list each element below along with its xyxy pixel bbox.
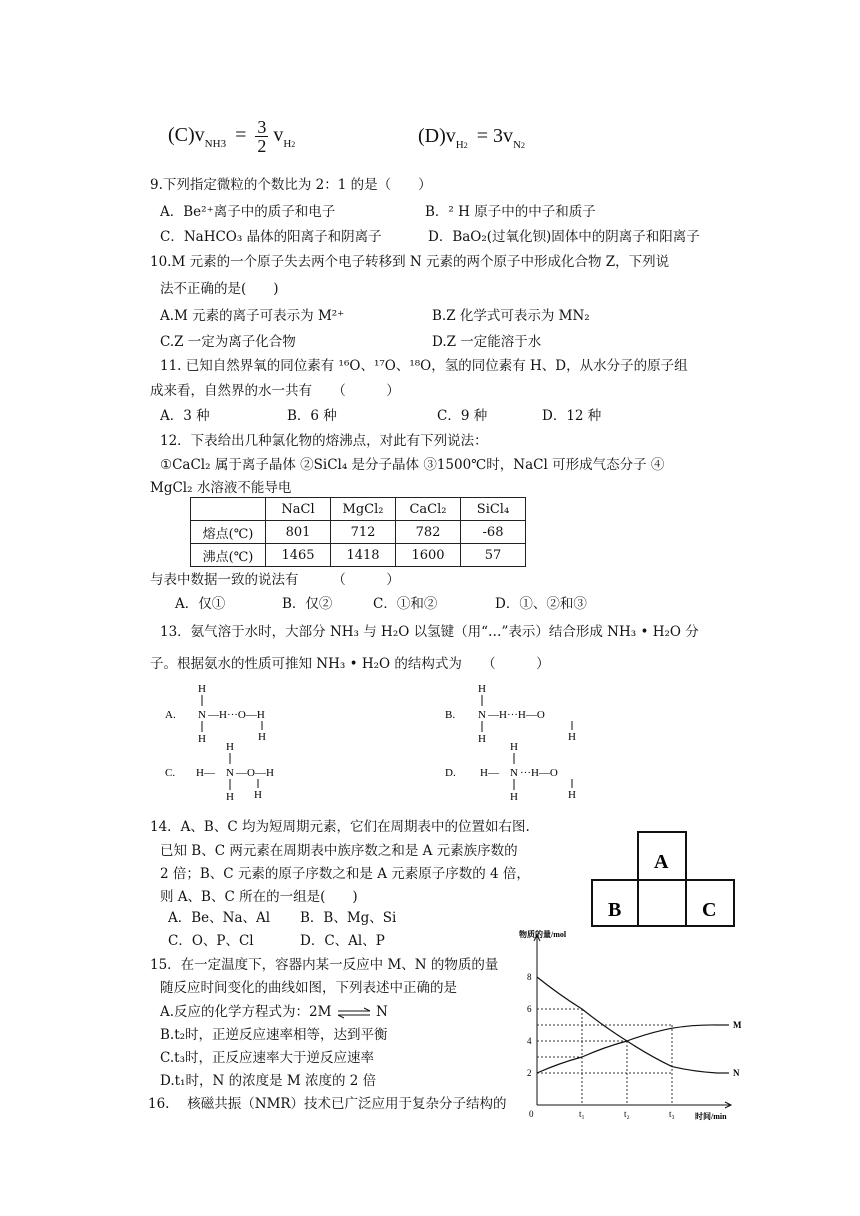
q12-statement-line1: ①CaCl₂ 属于离子晶体 ②SiCl₄ 是分子晶体 ③1500℃时，NaCl 可形成气态分子 ④ xyxy=(160,457,665,473)
q13-a-n: N xyxy=(198,709,206,721)
q11-option-a: A．3 种 xyxy=(160,408,210,424)
q15-option-c: C.t₃时，正反应速率大于逆反应速率 xyxy=(160,1050,374,1066)
q9-option-d: D．BaO₂(过氧化钡)固体中的阴离子和阳离子 xyxy=(428,229,700,245)
q15-option-b: B.t₂时，正逆反应速率相等，达到平衡 xyxy=(160,1027,388,1043)
q8-c-sub1: NH xyxy=(204,138,221,151)
q15-a-pre: A.反应的化学方程式为：2M xyxy=(160,1004,332,1020)
q10-option-b: B.Z 化学式可表示为 MN₂ xyxy=(432,308,590,324)
q13-c-bottom-h: H xyxy=(226,791,234,803)
y-tick-label: 4 xyxy=(527,1036,532,1046)
q13-structure-c xyxy=(165,741,274,803)
q11-option-c: C．9 种 xyxy=(437,408,488,424)
q13-c-chain: —O—H xyxy=(236,767,274,779)
q13-stem-line1: 13．氨气溶于水时，大部分 NH₃ 与 H₂O 以氢键（用“…”表示）结合形成 NH₃ • H₂O 分 xyxy=(160,624,699,640)
q13-a-chain: —H···O—H xyxy=(208,709,265,721)
q13-a-top-h: H xyxy=(198,683,206,695)
cell-a-label: A xyxy=(654,851,669,873)
table-header-cell: NaCl xyxy=(266,498,331,521)
q9-stem: 9.下列指定微粒的个数比为 2：1 的是（ ） xyxy=(150,177,432,193)
q8-d-eq: = 3v xyxy=(476,125,513,147)
q13-d-top-h: H xyxy=(510,741,518,753)
table-header-cell: CaCl₂ xyxy=(396,498,461,521)
q13-d-o-h: H xyxy=(568,789,576,801)
q13-label-c: C. xyxy=(165,767,176,779)
q13-b-o-h: H xyxy=(568,731,576,743)
table-cell: 沸点(℃) xyxy=(191,544,266,567)
q12-option-c: C．①和② xyxy=(373,596,438,612)
q13-a-o-h: H xyxy=(258,731,266,743)
q10-stem-line2: 法不正确的是( ) xyxy=(160,281,279,297)
table-cell: 782 xyxy=(396,521,461,544)
q8-c-denominator: 2 xyxy=(257,136,267,156)
q14-stem-line1: 14．A、B、C 均为短周期元素，它们在周期表中的位置如右图. xyxy=(150,819,530,835)
q14-stem-line2: 已知 B、C 两元素在周期表中族序数之和是 A 元素族序数的 xyxy=(160,843,518,859)
q12-after-table: 与表中数据一致的说法有 （ ） xyxy=(150,572,400,588)
q13-d-bottom-h: H xyxy=(510,791,518,803)
q13-d-n: N xyxy=(510,767,518,779)
cell-middle xyxy=(638,880,686,926)
cell-c-label: C xyxy=(702,899,717,921)
q8-d-sub1: H xyxy=(455,139,464,151)
melting-boiling-table xyxy=(190,497,526,567)
q13-structure-b xyxy=(445,683,576,745)
q14-stem-line3: 2 倍；B、C 元素的原子序数之和是 A 元素原子序数的 4 倍， xyxy=(160,866,530,882)
y-tick-label: 6 xyxy=(527,1004,532,1014)
q9-option-c: C．NaHCO₃ 晶体的阳离子和阴离子 xyxy=(160,229,382,245)
table-cell: 57 xyxy=(461,544,526,567)
q13-label-a: A. xyxy=(165,709,176,721)
q15-stem-line2: 随反应时间变化的曲线如图，下列表述中正确的是 xyxy=(160,980,457,996)
table-row xyxy=(191,544,526,567)
y-tick-label: 8 xyxy=(527,972,532,982)
q8-c-sub2: H xyxy=(283,138,292,151)
q11-option-b: B．6 种 xyxy=(287,408,337,424)
q14-stem-line4: 则 A、B、C 所在的一组是( ) xyxy=(160,889,358,905)
q13-c-o-h: H xyxy=(254,789,262,801)
q11-stem-line1: 11. 已知自然界氧的同位素有 ¹⁶O、¹⁷O、¹⁸O，氢的同位素有 H、D，从水分子的原子组 xyxy=(160,358,688,374)
q12-option-a: A．仅① xyxy=(175,596,226,612)
q13-d-lead-h: H— xyxy=(480,767,499,779)
q8-c-numerator: 3 xyxy=(257,117,267,137)
y-tick-label: 2 xyxy=(527,1068,532,1078)
table-cell: -68 xyxy=(461,521,526,544)
q15-stem-line1: 15．在一定温度下，容器内某一反应中 M、N 的物质的量 xyxy=(150,957,499,973)
amount-vs-time-chart xyxy=(515,925,742,1125)
q10-option-a: A.M 元素的离子可表示为 M²⁺ xyxy=(160,308,345,324)
table-row xyxy=(191,521,526,544)
table-cell: 1418 xyxy=(331,544,396,567)
table-header-row xyxy=(191,498,526,521)
q8-c-v: v xyxy=(273,124,284,147)
q12-option-b: B．仅② xyxy=(282,596,333,612)
periodic-table-diagram xyxy=(590,830,740,930)
y-axis-label: 物质的量/mol xyxy=(519,930,567,939)
q13-stem-line2: 子。根据氨水的性质可推知 NH₃ • H₂O 的结构式为 （ ） xyxy=(150,656,550,672)
x-axis-label: 时间/min xyxy=(695,1112,727,1121)
q8-c-label: (C)v xyxy=(168,124,205,147)
q13-a-bottom-h: H xyxy=(198,733,206,745)
q13-c-top-h: H xyxy=(226,741,234,753)
q8-c-eq: = xyxy=(235,124,247,147)
q13-structure-a xyxy=(165,683,266,745)
q14-option-b: B．B、Mg、Si xyxy=(300,910,397,926)
q12-statement-line2: MgCl₂ 水溶液不能导电 xyxy=(150,480,292,496)
q12-stem: 12．下表给出几种氯化物的熔沸点，对此有下列说法： xyxy=(160,433,488,449)
q14-option-a: A．Be、Na、Al xyxy=(168,910,271,926)
q15-option-a xyxy=(160,1004,388,1020)
q8-d-label: (D)v xyxy=(418,125,456,147)
series-label-N: N xyxy=(733,1068,740,1078)
q8-d-sub2b: 2 xyxy=(520,141,525,150)
table-cell: 801 xyxy=(266,521,331,544)
q13-b-chain: —H···H—O xyxy=(488,709,545,721)
q8-c-sub2b: 2 xyxy=(291,140,296,150)
x-tick-label: t₁ xyxy=(579,1109,585,1119)
series-label-M: M xyxy=(733,1020,742,1030)
x-tick-label: 0 xyxy=(529,1109,534,1119)
q8-option-c xyxy=(168,118,295,155)
table-header-cell: MgCl₂ xyxy=(331,498,396,521)
table-header-cell xyxy=(191,498,266,521)
q9-option-b: B．² H 原子中的中子和质子 xyxy=(425,204,596,220)
q13-d-chain: ···H—O xyxy=(520,767,558,779)
q12-option-d: D．①、②和③ xyxy=(495,596,587,612)
q13-b-top-h: H xyxy=(478,683,486,695)
x-tick-label: t₃ xyxy=(669,1109,675,1119)
table-cell: 712 xyxy=(331,521,396,544)
cell-b-label: B xyxy=(608,899,622,921)
q8-c-sub1b: 3 xyxy=(220,138,227,151)
q14-option-d: D．C、Al、P xyxy=(300,933,385,949)
q16-stem: 16. 核磁共振（NMR）技术已广泛应用于复杂分子结构的 xyxy=(148,1096,507,1112)
q15-a-post: N xyxy=(376,1004,388,1020)
q13-label-b: B. xyxy=(445,709,456,721)
x-tick-label: t₂ xyxy=(624,1109,630,1119)
q13-structure-d xyxy=(445,741,576,803)
q13-c-n: N xyxy=(226,767,234,779)
q13-b-bottom-h: H xyxy=(478,733,486,745)
q15-option-d: D.t₁时，N 的浓度是 M 浓度的 2 倍 xyxy=(160,1073,377,1089)
q10-option-d: D.Z 一定能溶于水 xyxy=(432,334,542,350)
table-cell: 熔点(℃) xyxy=(191,521,266,544)
q13-b-n: N xyxy=(478,709,486,721)
table-cell: 1600 xyxy=(396,544,461,567)
q11-stem-line2: 成来看，自然界的水一共有 （ ） xyxy=(150,383,400,399)
q11-option-d: D．12 种 xyxy=(542,408,602,424)
table-cell: 1465 xyxy=(266,544,331,567)
equilibrium-arrow-icon xyxy=(336,1007,372,1019)
q13-c-lead-h: H— xyxy=(196,767,215,779)
table-header-cell: SiCl₄ xyxy=(461,498,526,521)
q9-option-a: A．Be²⁺离子中的质子和电子 xyxy=(160,204,336,220)
q13-structure-options xyxy=(0,682,860,802)
q14-option-c: C．O、P、Cl xyxy=(168,933,254,949)
q8-d-sub1b: 2 xyxy=(463,141,468,150)
q10-stem-line1: 10.M 元素的一个原子失去两个电子转移到 N 元素的两个原子中形成化合物 Z，下列说 xyxy=(150,254,670,270)
q8-option-d xyxy=(418,125,525,151)
q8-d-sub2: N xyxy=(513,139,521,151)
q13-label-d: D. xyxy=(445,767,456,779)
q10-option-c: C.Z 一定为离子化合物 xyxy=(160,334,296,350)
